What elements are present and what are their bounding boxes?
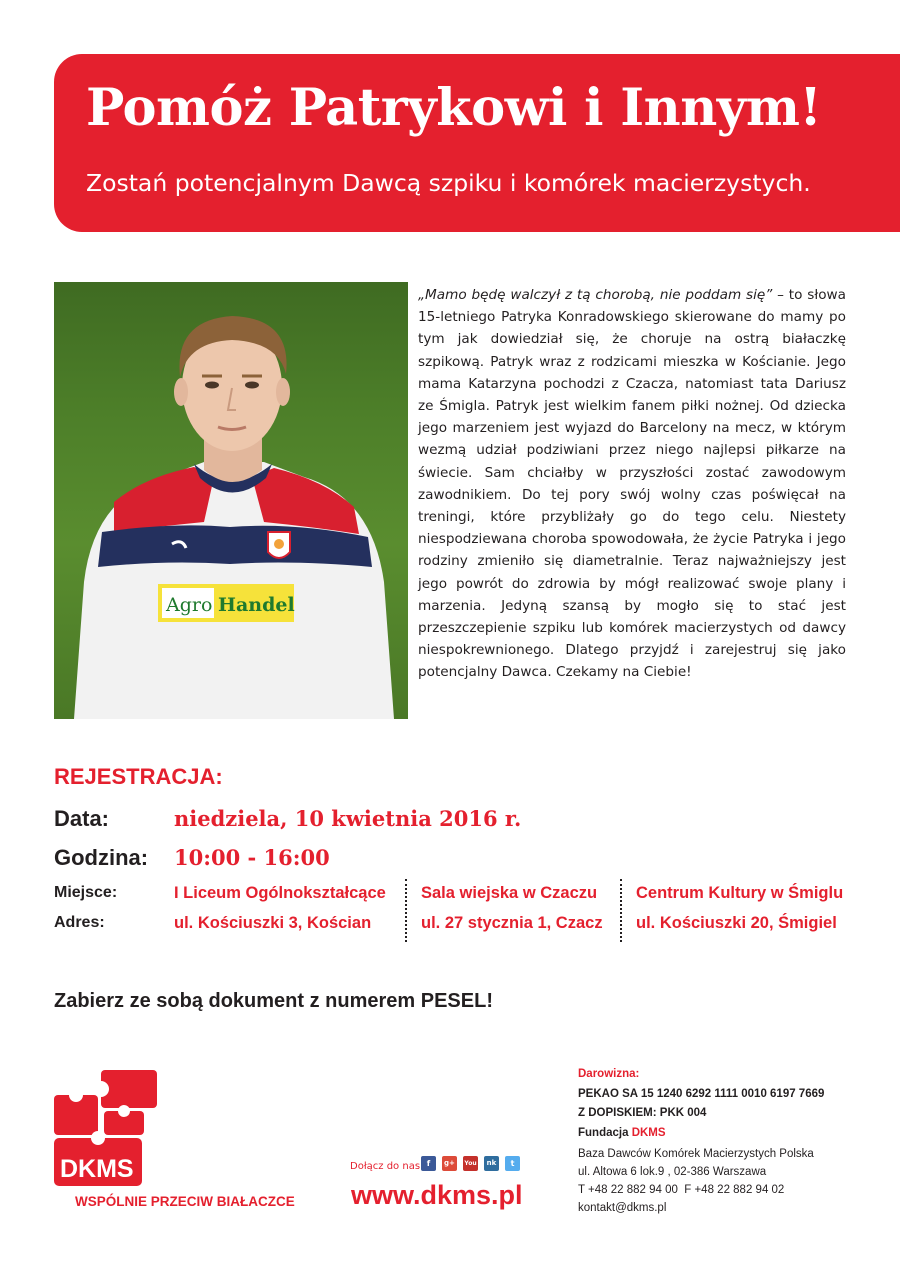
location-divider (405, 879, 407, 942)
sponsor-left-text: Agro (166, 594, 213, 616)
story-body: – to słowa 15-letniego Patryka Konradowskiego skierowane do mamy po tym jak dowiedział się, że choruje na ostrą białaczkę szpikową. Patryk wraz z rodzicami mieszka w Kościanie. Jego mama Katarzyna pochodzi z Czacza, natomiast tata Dariusz ze Śmigla. Patryk jest wielkim fanem piłki nożnej. Od dziecka jego marzeniem jest wyjazd do Barcelony na mecz, w którym wezmą udział podziwiani przez niego najlepsi piłkarze na świecie. Sam chciałby w przyszłości zostać zawodowym zawodnikiem. Do tej pory swój wolny czas poświęcał na treningi, które przybliżały go do tego celu. Niestety niespodziewana choroba spowodowała, że życie Patryka i jego rodziny zmieniło się diametralnie. Teraz najważniejszy jest jego powrót do zdrowia by mógł realizować swoje plany i marzenia. Jedyną szansą by mogło się to stać jest przeszczepienie szpiku lub komórek macierzystych od dawcy niespokrewnionego. Dlatego przyjdź i zarejestruj się jako potencjalny Dawca. Czekamy na Ciebie! (418, 287, 846, 681)
player-illustration (54, 282, 408, 719)
address-label: Adres: (54, 914, 105, 931)
transfer-note: Z DOPISKIEM: PKK 004 (578, 1107, 707, 1119)
donation-heading: Darowizna: (578, 1068, 640, 1080)
story-quote: „Mamo będę walczył z tą chorobą, nie poddam się” (418, 287, 773, 303)
patient-photo (54, 282, 408, 719)
bank-account: PEKAO SA 15 1240 6292 1111 0010 6197 7669 (578, 1088, 825, 1100)
google-plus-icon[interactable]: g+ (442, 1156, 457, 1171)
place-label: Miejsce: (54, 884, 118, 901)
page-title: Pomóż Patrykowi i Innym! (86, 78, 822, 138)
foundation-name: DKMS (631, 1127, 666, 1139)
org-address: ul. Altowa 6 lok.9 , 02-386 Warszawa (578, 1166, 767, 1178)
location-3-place: Centrum Kultury w Śmiglu (636, 884, 844, 902)
org-name: Baza Dawców Komórek Macierzystych Polska (578, 1148, 814, 1160)
dkms-logo (54, 1070, 159, 1188)
join-us-text: Dołącz do nas (350, 1161, 421, 1172)
nk-icon[interactable]: nk (484, 1156, 499, 1171)
location-1-place: I Liceum Ogólnokształcące (174, 884, 386, 902)
location-1-address: ul. Kościuszki 3, Kościan (174, 914, 372, 932)
date-value: niedziela, 10 kwietnia 2016 r. (174, 806, 522, 831)
location-2-place: Sala wiejska w Czaczu (421, 884, 598, 902)
org-phones: T +48 22 882 94 00 F +48 22 882 94 02 (578, 1184, 785, 1196)
date-label: Data: (54, 806, 110, 831)
time-value: 10:00 - 16:00 (174, 845, 330, 870)
facebook-icon[interactable]: f (421, 1156, 436, 1171)
twitter-icon[interactable]: t (505, 1156, 520, 1171)
tagline: WSPÓLNIE PRZECIW BIAŁACZCE (75, 1194, 295, 1209)
location-3-address: ul. Kościuszki 20, Śmigiel (636, 914, 837, 932)
time-label: Godzina: (54, 845, 149, 870)
sponsor-right-text: Handel (218, 594, 295, 616)
pesel-reminder: Zabierz ze sobą dokument z numerem PESEL! (54, 990, 493, 1012)
page-subtitle: Zostań potencjalnym Dawcą szpiku i komórek macierzystych. (86, 169, 811, 197)
location-divider (620, 879, 622, 942)
website-link[interactable]: www.dkms.pl (351, 1180, 523, 1210)
story-text (418, 284, 846, 684)
org-email[interactable]: kontakt@dkms.pl (578, 1202, 667, 1214)
logo-text: DKMS (60, 1155, 134, 1183)
foundation-prefix: Fundacja (578, 1127, 632, 1139)
registration-heading: REJESTRACJA: (54, 764, 223, 789)
location-2-address: ul. 27 stycznia 1, Czacz (421, 914, 603, 932)
foundation-line (578, 1125, 666, 1142)
youtube-icon[interactable]: You (463, 1156, 478, 1171)
